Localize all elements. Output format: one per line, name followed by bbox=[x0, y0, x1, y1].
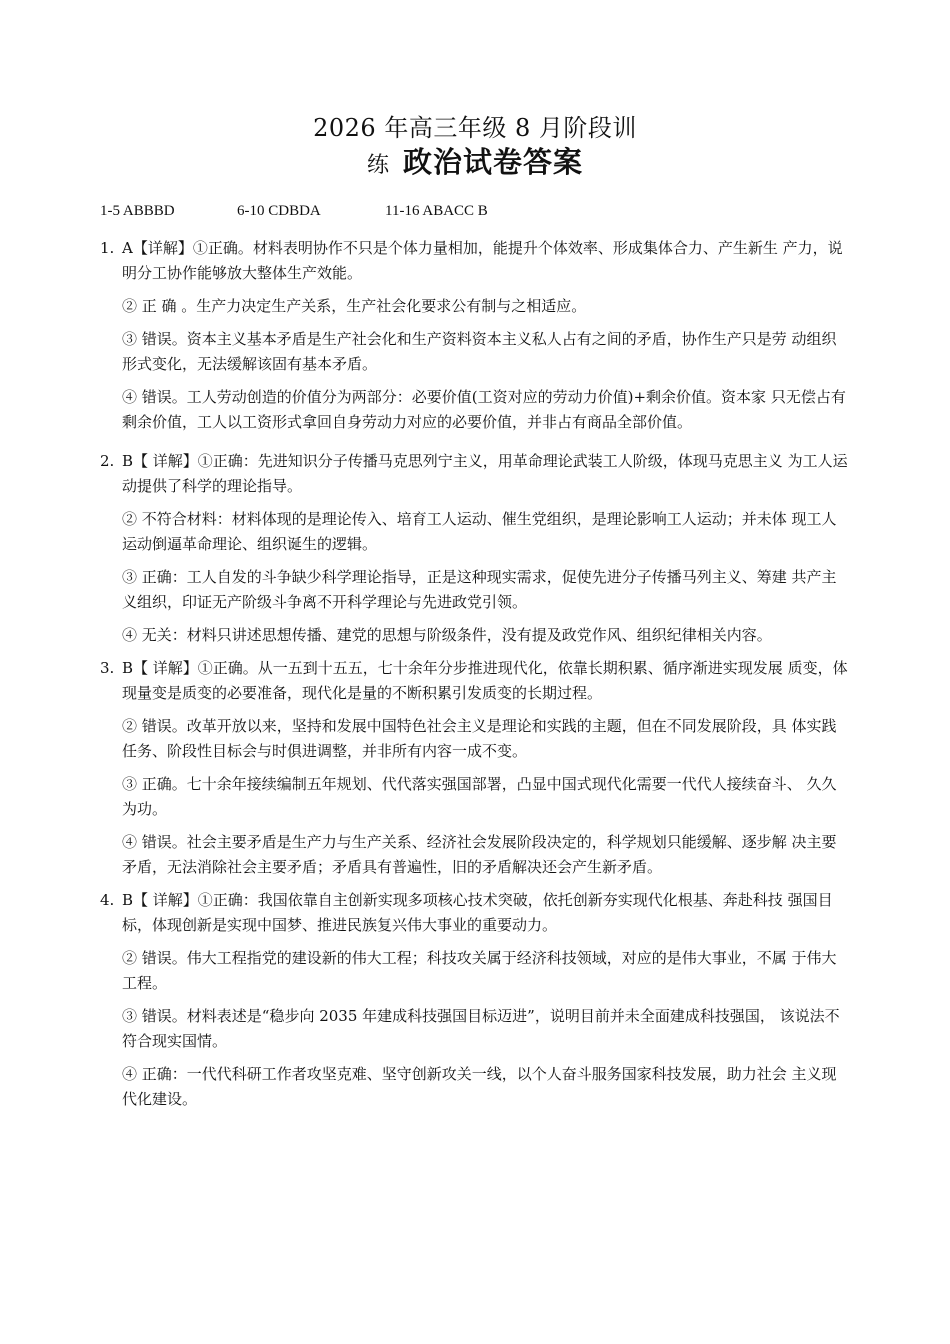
question-number: 4. bbox=[100, 891, 115, 909]
explanations bbox=[100, 236, 850, 1120]
question-2-item-2: ② 不符合材料：材料体现的是理论传入、培育工人运动、催生党组织，是理论影响工人运动；并未体 现工人运动倒逼革命理论、组织诞生的逻辑。 bbox=[122, 510, 837, 553]
question-3-item-3: ③ 正确。七十余年接续编制五年规划、代代落实强国部署，凸显中国式现代化需要一代代人接续奋斗、 久久为功。 bbox=[122, 775, 837, 818]
question-3-item-2: ② 错误。改革开放以来，坚持和发展中国特色社会主义是理论和实践的主题，但在不同发展阶段，具 体实践任务、阶段性目标会与时俱进调整，并非所有内容一成不变。 bbox=[122, 717, 837, 760]
document-title-line1: 2026 年高三年级 8 月阶段训 bbox=[313, 114, 637, 142]
question-1-item-3: ③ 错误。资本主义基本矛盾是生产社会化和生产资料资本主义私人占有之间的矛盾，协作生产只是劳 动组织形式变化，无法缓解该固有基本矛盾。 bbox=[122, 330, 837, 373]
question-lead-text: B【 详解】①正确：先进知识分子传播马克思列宁主义，用革命理论武装工人阶级，体现马克思主义 为工人运动提供了科学的理论指导。 bbox=[122, 452, 848, 495]
question-number: 2. bbox=[100, 452, 115, 470]
question-lead-text: A【详解】①正确。材料表明协作不只是个体力量相加，能提升个体效率、形成集体合力、产生新生 产力，说明分工协作能够放大整体生产效能。 bbox=[122, 239, 843, 282]
question-lead-text: B【 详解】①正确。从一五到十五五，七十余年分步推进现代化，依靠长期积累、循序渐进实现发展 质变，体现量变是质变的必要准备，现代化是量的不断积累引发质变的长期过程。 bbox=[122, 659, 848, 702]
question-1-item-4: ④ 错误。工人劳动创造的价值分为两部分：必要价值(工资对应的劳动力价值)+剩余价值。资本家 只无偿占有剩余价值，工人以工资形式拿回自身劳动力对应的必要价值，并非占有商品全部价值。 bbox=[122, 388, 846, 431]
question-2-item-3: ③ 正确：工人自发的斗争缺少科学理论指导，正是这种现实需求，促使先进分子传播马列主义、筹建 共产主义组织，印证无产阶级斗争离不开科学理论与先进政党引领。 bbox=[122, 568, 837, 611]
question-1-item-2: ② 正 确 。生产力决定生产关系，生产社会化要求公有制与之相适应。 bbox=[122, 297, 587, 315]
question-3-item-4: ④ 错误。社会主要矛盾是生产力与生产关系、经济社会发展阶段决定的，科学规划只能缓解、逐步解 决主要矛盾，无法消除社会主要矛盾；矛盾具有普遍性，旧的矛盾解决还会产生新矛盾。 bbox=[122, 833, 837, 876]
question-4-item-4: ④ 正确：一代代科研工作者攻坚克难、坚守创新攻关一线，以个人奋斗服务国家科技发展，助力社会 主义现代化建设。 bbox=[122, 1065, 837, 1108]
answer-key bbox=[100, 203, 488, 220]
question-2-lead bbox=[100, 449, 850, 499]
question-number: 3. bbox=[100, 659, 115, 677]
question-number: 1. bbox=[100, 239, 115, 257]
answer-group-1-5: 1-5 ABBBD bbox=[100, 203, 175, 219]
answer-group-11-16: 11-16 ABACC B bbox=[385, 203, 488, 219]
question-4-item-3: ③ 错误。材料表述是“稳步向 2035 年建成科技强国目标迈进”，说明目前并未全面建成科技强国， 该说法不符合现实国情。 bbox=[122, 1007, 840, 1050]
question-lead-text: B【 详解】①正确：我国依靠自主创新实现多项核心技术突破，依托创新夯实现代化根基、奔赴科技 强国目标，体现创新是实现中国梦、推进民族复兴伟大事业的重要动力。 bbox=[122, 891, 833, 934]
question-3-lead bbox=[100, 656, 850, 706]
title-line2-main: 政治试卷答案 bbox=[403, 145, 584, 179]
question-2-item-4: ④ 无关：材料只讲述思想传播、建党的思想与阶级条件，没有提及政党作风、组织纪律相关内容。 bbox=[122, 626, 772, 644]
title-line2-prefix: 练 bbox=[366, 153, 389, 178]
question-4-lead bbox=[100, 888, 850, 938]
question-1-lead bbox=[100, 236, 850, 286]
answer-group-6-10: 6-10 CDBDA bbox=[237, 203, 321, 219]
question-4-item-2: ② 错误。伟大工程指党的建设新的伟大工程；科技攻关属于经济科技领域，对应的是伟大事业，不属 于伟大工程。 bbox=[122, 949, 837, 992]
document-title-line2 bbox=[0, 140, 950, 181]
